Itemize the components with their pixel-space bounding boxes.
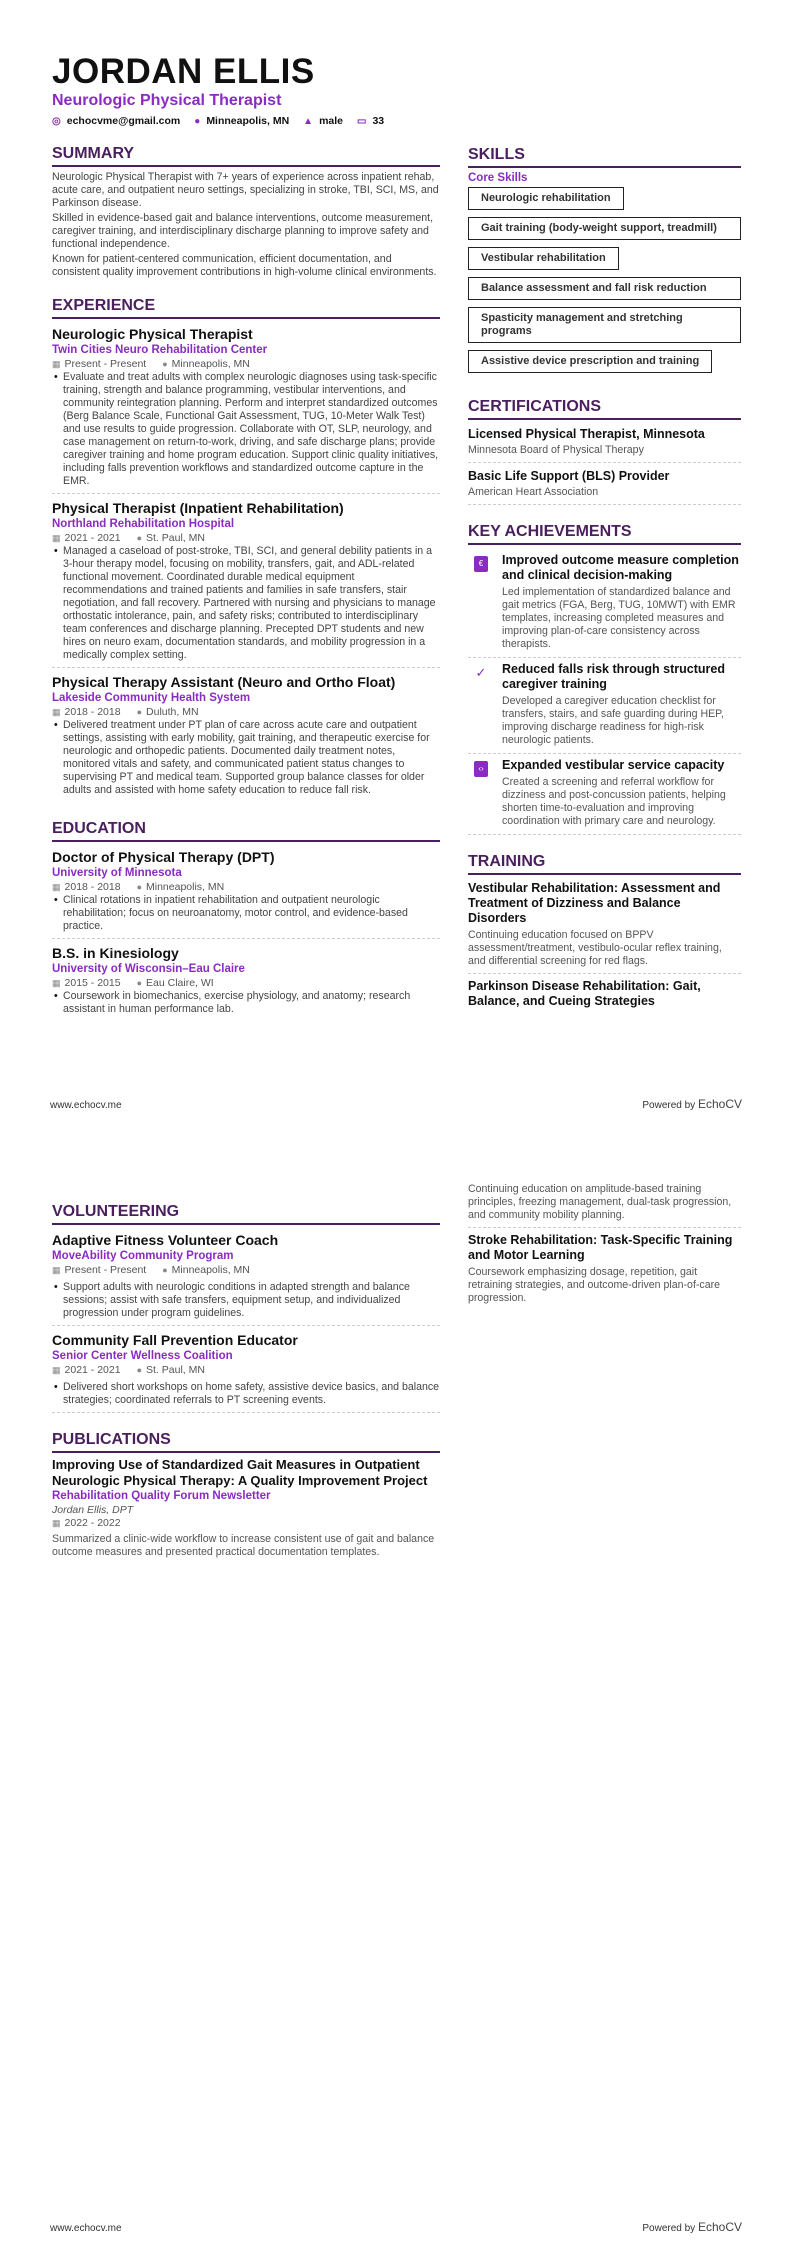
check-icon: ✓ [475, 665, 487, 680]
calendar-icon: ▦ [52, 1518, 61, 1528]
summary-paragraph: Known for patient-centered communication, efficient documentation, and consistent quality improvement contributions in high-volume clinical environments. [52, 253, 437, 278]
location: St. Paul, MN [146, 1364, 205, 1376]
skill-chip: Gait training (body-weight support, treadmill) [468, 217, 741, 240]
achievement-title: Expanded vestibular service capacity [502, 758, 725, 772]
calendar-icon: ▦ [52, 533, 61, 543]
volunteer-bullet: • Delivered short workshops on home safety, assistive device basics, and balance strategies; coordinated referrals to PT screening events. [52, 1381, 440, 1407]
skill-chip: Assistive device prescription and training [468, 350, 712, 373]
experience-list [52, 323, 440, 802]
job-meta [52, 358, 440, 371]
education-bullet: • Coursework in biomechanics, exercise physiology, and anatomy; research assistant in human performance lab. [52, 990, 440, 1016]
footer-powered-by [642, 2220, 742, 2234]
publication-authors: Jordan Ellis, DPT [52, 1504, 134, 1516]
certification-title: Basic Life Support (BLS) Provider [468, 469, 670, 483]
training-heading: TRAINING [468, 853, 741, 875]
right-column [468, 128, 741, 1017]
job-bullet: • Delivered treatment under PT plan of care across acute care and outpatient settings, assisting with early mobility, gait training, and therapeutic exercise for neurologic and orthopedic patients. Documented daily treatment notes, monitored vitals and safety, and communicated patient status changes to supervising PT and medical team. Supported group balance classes for older adults and assisted with home safety education to reduce fall risk. [52, 719, 440, 797]
calendar-icon: ▦ [52, 1265, 61, 1275]
calendar-icon: ▦ [52, 707, 61, 717]
summary-paragraph: Skilled in evidence-based gait and balance interventions, outcome measurement, caregiver training, and interdisciplinary discharge planning to improve safety and functional independence. [52, 212, 434, 250]
footer-site-link[interactable]: www.echocv.me [50, 2223, 122, 2234]
experience-heading: EXPERIENCE [52, 297, 440, 319]
publications-heading: PUBLICATIONS [52, 1431, 440, 1453]
volunteer-role: Adaptive Fitness Volunteer Coach [52, 1232, 279, 1248]
location-pin-icon: ● [162, 359, 168, 369]
volunteer-item [52, 1329, 440, 1413]
candidate-name: JORDAN ELLIS [52, 52, 315, 91]
degree: Doctor of Physical Therapy (DPT) [52, 849, 275, 865]
education-item [52, 942, 440, 1021]
achievement-desc: Led implementation of standardized balance and gait metrics (FGA, Berg, TUG, 10MWT) with EMR templates, increasing completed measures and improving plan-of-care consistency across therapists. [502, 586, 736, 650]
summary-text [52, 171, 440, 279]
dates: 2021 - 2021 [64, 532, 121, 544]
location-pin-icon: ● [136, 1365, 143, 1375]
skill-chip: Spasticity management and stretching programs [468, 307, 741, 343]
contact-bar [52, 115, 440, 127]
calendar-icon: ▦ [52, 882, 61, 892]
skill-chip: Vestibular rehabilitation [468, 247, 619, 270]
job-meta [52, 532, 440, 545]
volunteer-role: Community Fall Prevention Educator [52, 1332, 298, 1348]
achievement-title: Improved outcome measure completion and clinical decision-making [502, 553, 739, 582]
summary-heading: SUMMARY [52, 145, 440, 167]
candidate-title: Neurologic Physical Therapist [52, 92, 282, 109]
training-desc: Coursework emphasizing dosage, repetition, gait retraining strategies, and outcome-driven plan-of-care progression. [468, 1266, 721, 1304]
volunteer-org: MoveAbility Community Program [52, 1250, 234, 1262]
location: Duluth, MN [146, 706, 199, 718]
location-pin-icon: ● [136, 978, 143, 988]
dates: 2018 - 2018 [64, 706, 121, 718]
dates: 2022 - 2022 [64, 1517, 121, 1529]
powered-label: Powered by [642, 1100, 696, 1111]
publication-item [52, 1457, 440, 1559]
employer: Northland Rehabilitation Hospital [52, 518, 235, 530]
volunteer-meta [52, 1364, 440, 1377]
experience-item [52, 497, 440, 668]
certification-title: Licensed Physical Therapist, Minnesota [468, 427, 705, 441]
code-icon: ‹› [474, 761, 488, 777]
skills-group-label: Core Skills [468, 172, 528, 184]
certifications-heading: CERTIFICATIONS [468, 398, 741, 420]
education-bullet: • Clinical rotations in inpatient rehabilitation and outpatient neurologic rehabilitation; focus on neuroanatomy, motor control, and evidence-based practice. [52, 894, 440, 933]
achievements-heading: KEY ACHIEVEMENTS [468, 523, 741, 545]
experience-item [52, 323, 440, 494]
location-pin-icon: ● [136, 882, 143, 892]
training-title: Stroke Rehabilitation: Task-Specific Training and Motor Learning [468, 1233, 733, 1262]
degree: B.S. in Kinesiology [52, 945, 179, 961]
location: Minneapolis, MN [206, 115, 290, 127]
certification-item [468, 466, 741, 505]
training-desc: Continuing education focused on BPPV assessment/treatment, vestibulo-ocular reflex training, and differential screening for red flags. [468, 929, 722, 967]
employer: Lakeside Community Health System [52, 692, 251, 704]
achievement-desc: Developed a caregiver education checklist for transfers, stairs, and safe guarding during HEP, improving discharge readiness for high-risk neurologic patients. [502, 695, 724, 746]
achievement-title: Reduced falls risk through structured caregiver training [502, 662, 725, 691]
publication-desc: Summarized a clinic-wide workflow to increase consistent use of gait and balance outcome measures and presented practical documentation templates. [52, 1533, 435, 1558]
skills-list [468, 187, 741, 380]
calendar-icon: ▦ [52, 1365, 61, 1375]
location-pin-icon: ● [136, 533, 143, 543]
right-column [468, 1178, 741, 1313]
dates: Present - Present [64, 358, 147, 370]
location-pin-icon: ● [162, 1265, 168, 1275]
education-heading: EDUCATION [52, 820, 440, 842]
skills-heading: SKILLS [468, 146, 741, 168]
location: Minneapolis, MN [171, 358, 250, 370]
dates: 2021 - 2021 [64, 1364, 121, 1376]
training-item [468, 1231, 741, 1310]
training-item [468, 879, 741, 974]
footer-powered-by [642, 1097, 742, 1111]
job-bullet: • Evaluate and treat adults with complex neurologic diagnoses using task-specific training, strength and balance programming, vestibular interventions, and community reintegration planning. Perform and interpret standardized outcomes (Berg Balance Scale, Functional Gait Assessment, TUG, 10-Meter Walk Test) and use results to guide progression. Collaborate with OT, SLP, neurology, and case management on return-to-work, driving, and safe discharge plans; provide caregiver training and home program education. Support clinic quality initiatives, including falls prevention workflows and standardized outcome capture in the EMR. [52, 371, 440, 488]
dates: 2018 - 2018 [64, 881, 121, 893]
brand-name: EchoCV [697, 1097, 742, 1111]
volunteer-bullet: • Support adults with neurologic conditions in adapted strength and balance sessions; assist with safe transfers, equipment setup, and individualized progression under program guidelines. [52, 1281, 440, 1320]
volunteer-org: Senior Center Wellness Coalition [52, 1350, 233, 1362]
location: Minneapolis, MN [171, 1264, 250, 1276]
education-item [52, 846, 440, 939]
location-pin-icon: ● [194, 116, 201, 127]
job-bullet: • Managed a caseload of post-stroke, TBI, SCI, and general debility patients in a 3-hour therapy model, focusing on mobility, transfers, gait, and ADL-related functional movement. Coordinated durable medical equipment recommendations and trained patients and families in safe transfers, stair negotiation, and fall recovery. Partnered with nursing and physicians to manage orthostatic intolerance, pain, and safety risks; contributed to interdisciplinary team conferences and discharge planning. Precepted DPT students and new hires on neuro exam, documentation standards, and mobility progression in a medically complex setting. [52, 545, 440, 662]
dates: Present - Present [64, 1264, 147, 1276]
location: Eau Claire, WI [146, 977, 214, 989]
file-invoice-icon: € [474, 556, 488, 572]
resume-page-2 [0, 1123, 794, 2246]
school: University of Minnesota [52, 867, 182, 879]
gender: male [319, 115, 343, 127]
job-title: Physical Therapy Assistant (Neuro and Ortho Float) [52, 674, 396, 690]
volunteer-item [52, 1229, 440, 1326]
achievement-item [468, 754, 741, 835]
calendar-icon: ▦ [52, 978, 61, 988]
publication-title: Improving Use of Standardized Gait Measures in Outpatient Neurologic Physical Therapy: A Quality Improvement Project [52, 1457, 428, 1488]
age: 33 [372, 115, 385, 127]
calendar-icon: ▦ [52, 359, 61, 369]
education-meta [52, 881, 440, 894]
dates: 2015 - 2015 [64, 977, 121, 989]
job-title: Neurologic Physical Therapist [52, 326, 253, 342]
location: St. Paul, MN [146, 532, 205, 544]
footer-site-link[interactable]: www.echocv.me [50, 1100, 122, 1111]
education-list [52, 846, 440, 1021]
powered-label: Powered by [642, 2223, 696, 2234]
volunteering-heading: VOLUNTEERING [52, 1203, 440, 1225]
brand-name: EchoCV [697, 2220, 742, 2234]
publisher: Rehabilitation Quality Forum Newsletter [52, 1490, 271, 1502]
email[interactable]: echocvme@gmail.com [66, 115, 181, 127]
education-meta [52, 977, 440, 990]
location: Minneapolis, MN [146, 881, 225, 893]
training-item [468, 977, 741, 1014]
school: University of Wisconsin–Eau Claire [52, 963, 245, 975]
certification-issuer: American Heart Association [468, 486, 599, 498]
location-pin-icon: ● [136, 707, 143, 717]
left-column [52, 1185, 440, 1559]
publication-meta [52, 1517, 440, 1530]
experience-item [52, 671, 440, 802]
skill-chip: Neurologic rehabilitation [468, 187, 624, 210]
job-title: Physical Therapist (Inpatient Rehabilitation) [52, 500, 344, 516]
training-desc: Continuing education on amplitude-based training principles, freezing management, dual-task progression, and community mobility planning. [468, 1183, 732, 1221]
training-title: Parkinson Disease Rehabilitation: Gait, Balance, and Cueing Strategies [468, 979, 701, 1008]
job-meta [52, 706, 440, 719]
certification-issuer: Minnesota Board of Physical Therapy [468, 444, 644, 456]
employer: Twin Cities Neuro Rehabilitation Center [52, 344, 268, 356]
achievement-item [468, 658, 741, 754]
summary-paragraph: Neurologic Physical Therapist with 7+ years of experience across inpatient rehab, acute care, and outpatient neuro settings, specializing in stroke, TBI, SCI, MS, and Parkinson disease. [52, 171, 439, 209]
user-icon: ▲ [303, 116, 314, 127]
certification-item [468, 424, 741, 463]
email-icon: ◎ [52, 116, 61, 127]
achievement-item [468, 549, 741, 658]
training-title: Vestibular Rehabilitation: Assessment and Treatment of Dizziness and Balance Disorders [468, 881, 721, 925]
skill-chip: Balance assessment and fall risk reduction [468, 277, 741, 300]
training-item-continued [468, 1178, 741, 1228]
achievement-desc: Created a screening and referral workflow for dizziness and post-concussion patients, helping shorten time-to-evaluation and improving coordination with primary care and neurology. [502, 776, 726, 827]
left-column [52, 0, 440, 1024]
volunteer-meta [52, 1264, 440, 1277]
calendar-icon: ▭ [357, 116, 367, 127]
